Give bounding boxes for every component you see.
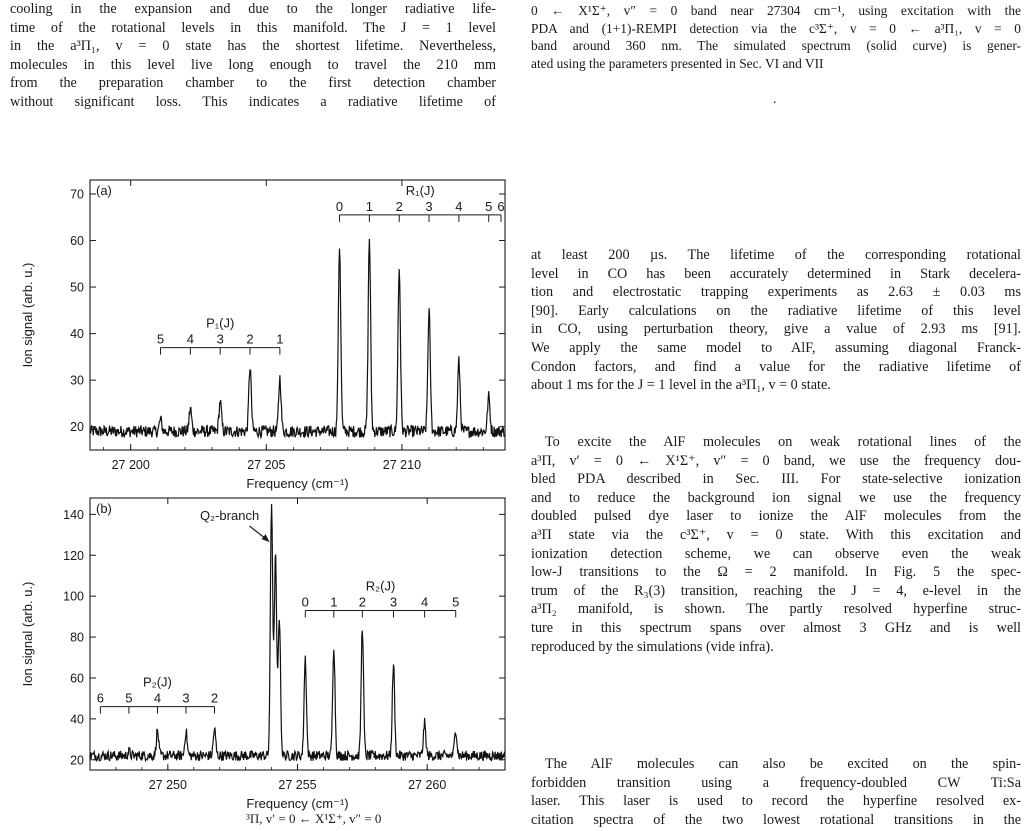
x-tick-label: 27 200	[111, 458, 150, 472]
text-line: tion and electrostatic trapping experiments as 2.63 ± 0.03 ms	[531, 284, 1021, 301]
branch-name-label: R₁(J)	[405, 182, 435, 198]
branch-name-label: R₂(J)	[365, 578, 396, 594]
branch-j-label: 0	[301, 594, 309, 610]
text-line: a³Π, v′ = 0 ← X¹Σ⁺, v″ = 0 band, we use the frequency dou-	[531, 452, 1021, 469]
branch-j-label: 5	[452, 594, 460, 610]
y-tick-label: 20	[70, 420, 84, 435]
text-line: forbidden transition using a frequency-doubled CW Ti:Sa	[531, 774, 1021, 791]
chart-panel-b	[20, 498, 505, 811]
y-tick-label: 100	[63, 589, 84, 604]
branch-j-label: 4	[420, 594, 429, 610]
x-tick-label: 27 250	[148, 778, 187, 792]
branch-j-label: 2	[246, 331, 254, 347]
x-tick-label: 27 255	[278, 778, 317, 792]
x-tick-label: 27 205	[247, 458, 286, 472]
text-line: time of the rotational levels in this manifold. The J = 1 level	[10, 19, 496, 36]
annotation-arrowhead	[262, 534, 270, 542]
branch-j-label: 4	[186, 331, 194, 347]
figure-caption-right	[531, 2, 1021, 72]
branch-name-label: P₂(J)	[142, 674, 172, 690]
y-tick-label: 70	[70, 187, 84, 202]
text-line: doubled pulsed dye laser to ionize the AlF molecules from the	[531, 508, 1021, 525]
caption-end-dot: .	[773, 92, 777, 107]
branch-j-label: 2	[395, 198, 403, 214]
x-tick-label: 27 260	[408, 778, 447, 792]
figure-caption-left-fragment: ³Π, v′ = 0 ← X¹Σ⁺, v″ = 0	[246, 811, 382, 826]
branch-j-label: 3	[182, 690, 190, 706]
branch-j-label: 5	[125, 690, 133, 706]
branch-j-label: 5	[156, 331, 165, 347]
q-branch-annotation: Q₂-branch	[199, 508, 260, 524]
chart-panel-a	[20, 180, 505, 491]
text-line: bled PDA described in Sec. III. For state-selective ionization	[531, 471, 1021, 488]
spectrum-line	[90, 504, 505, 761]
y-tick-label: 30	[70, 373, 84, 388]
text-line: low-J transitions to the Ω = 2 manifold. In Fig. 5 the spec-	[531, 564, 1021, 581]
branch-j-label: 6	[497, 198, 505, 214]
y-axis-label: Ion signal (arb. u.)	[20, 262, 35, 368]
text-line: a³Π state via the c³Σ⁺, v = 0 state. With this excitation and	[531, 526, 1021, 543]
x-axis-label: Frequency (cm⁻¹)	[246, 796, 349, 811]
right-paragraph-2	[531, 433, 1021, 656]
branch-j-label: 4	[455, 198, 463, 214]
text-line: Condon factors, and find a value for the radiative lifetime of	[531, 358, 1021, 375]
text-line: at least 200 µs. The lifetime of the corresponding rotational	[531, 247, 1021, 263]
x-tick-label: 27 210	[382, 458, 422, 472]
branch-j-label: 1	[365, 198, 373, 214]
branch-j-label: 3	[389, 594, 398, 610]
branch-j-label: 3	[216, 331, 224, 347]
branch-j-label: 2	[210, 690, 219, 706]
branch-j-label: 4	[153, 690, 162, 706]
branch-j-label: 5	[485, 198, 493, 214]
y-tick-label: 40	[70, 327, 84, 342]
branch-j-label: 0	[335, 198, 344, 214]
y-tick-label: 80	[70, 630, 84, 645]
right-paragraph-3	[531, 755, 1021, 829]
text-line: in CO, using perturbation theory, give a value of 2.93 ms [91].	[531, 321, 1021, 338]
text-line: level in CO has been accurately determined in Stark decelera-	[531, 265, 1021, 282]
caption-line: PDA and (1+1)-REMPI detection via the c³Σ⁺, v = 0 ← a³Π₁, v = 0	[531, 20, 1021, 36]
text-line: To excite the AlF molecules on weak rotational lines of the	[545, 434, 1021, 450]
right-paragraph-1	[531, 246, 1021, 395]
y-tick-label: 40	[70, 712, 84, 727]
text-line: ture in this spectrum spans over almost 3 GHz and is well	[531, 619, 1021, 636]
text-line: laser. This laser is used to record the hyperfine resolved ex-	[531, 793, 1021, 810]
branch-j-label: 2	[358, 594, 366, 610]
text-line: ionization detection scheme, we can observe even the weak	[531, 545, 1021, 562]
text-line: [90]. Early calculations on the radiative lifetime of this level	[531, 302, 1021, 319]
spectrum-figure	[0, 175, 510, 825]
text-line: citation spectra of the two lowest rotational transitions in the	[531, 811, 1021, 828]
panel-label: (b)	[96, 501, 112, 516]
text-line: about 1 ms for the J = 1 level in the a³Π₁, v = 0 state.	[531, 377, 831, 394]
plot-frame	[90, 498, 505, 770]
spectrum-line	[90, 239, 505, 438]
text-line: cooling in the expansion and due to the longer radiative life-	[10, 1, 496, 17]
panel-label: (a)	[96, 183, 112, 198]
y-tick-label: 60	[70, 234, 84, 249]
text-line: a³Π₂ manifold, is shown. The partly resolved hyperfine struc-	[531, 601, 1021, 618]
branch-j-label: 1	[276, 331, 284, 347]
caption-line: band around 360 nm. The simulated spectrum (solid curve) is gener-	[531, 38, 1021, 54]
y-tick-label: 60	[70, 671, 84, 686]
text-line: molecules in this level live long enough to travel the 210 mm	[10, 56, 496, 73]
branch-j-label: 3	[425, 198, 433, 214]
text-line: without significant loss. This indicates a radiative lifetime of	[10, 93, 496, 110]
x-axis-label: Frequency (cm⁻¹)	[246, 476, 349, 491]
text-line: The AlF molecules can also be excited on the spin-	[545, 756, 1021, 772]
y-axis-label: Ion signal (arb. u.)	[20, 581, 35, 687]
caption-line: 0 ← X¹Σ⁺, v″ = 0 band near 27304 cm⁻¹, using excitation with the	[531, 3, 1021, 18]
y-tick-label: 120	[63, 548, 84, 563]
branch-j-label: 6	[96, 690, 104, 706]
y-tick-label: 140	[63, 507, 84, 522]
text-line: trum of the R₃(3) transition, reaching the J = 4, e-level in the	[531, 582, 1021, 599]
text-line: and to reduce the background ion signal we use the frequency	[531, 489, 1021, 506]
branch-j-label: 1	[330, 594, 338, 610]
text-line: reproduced by the simulations (vide infra).	[531, 638, 774, 655]
text-line: We apply the same model to AlF, assuming diagonal Franck-	[531, 339, 1021, 356]
left-paragraph-top	[10, 0, 496, 112]
branch-name-label: P₁(J)	[206, 315, 235, 331]
text-line: from the preparation chamber to the first detection chamber	[10, 75, 496, 92]
y-tick-label: 20	[70, 753, 84, 768]
plot-frame	[90, 180, 505, 450]
caption-line: ated using the parameters presented in Sec. VI and VII	[531, 55, 824, 71]
y-tick-label: 50	[70, 280, 84, 295]
text-line: in the a³Π₁, v = 0 state has the shortest lifetime. Nevertheless,	[10, 38, 496, 55]
